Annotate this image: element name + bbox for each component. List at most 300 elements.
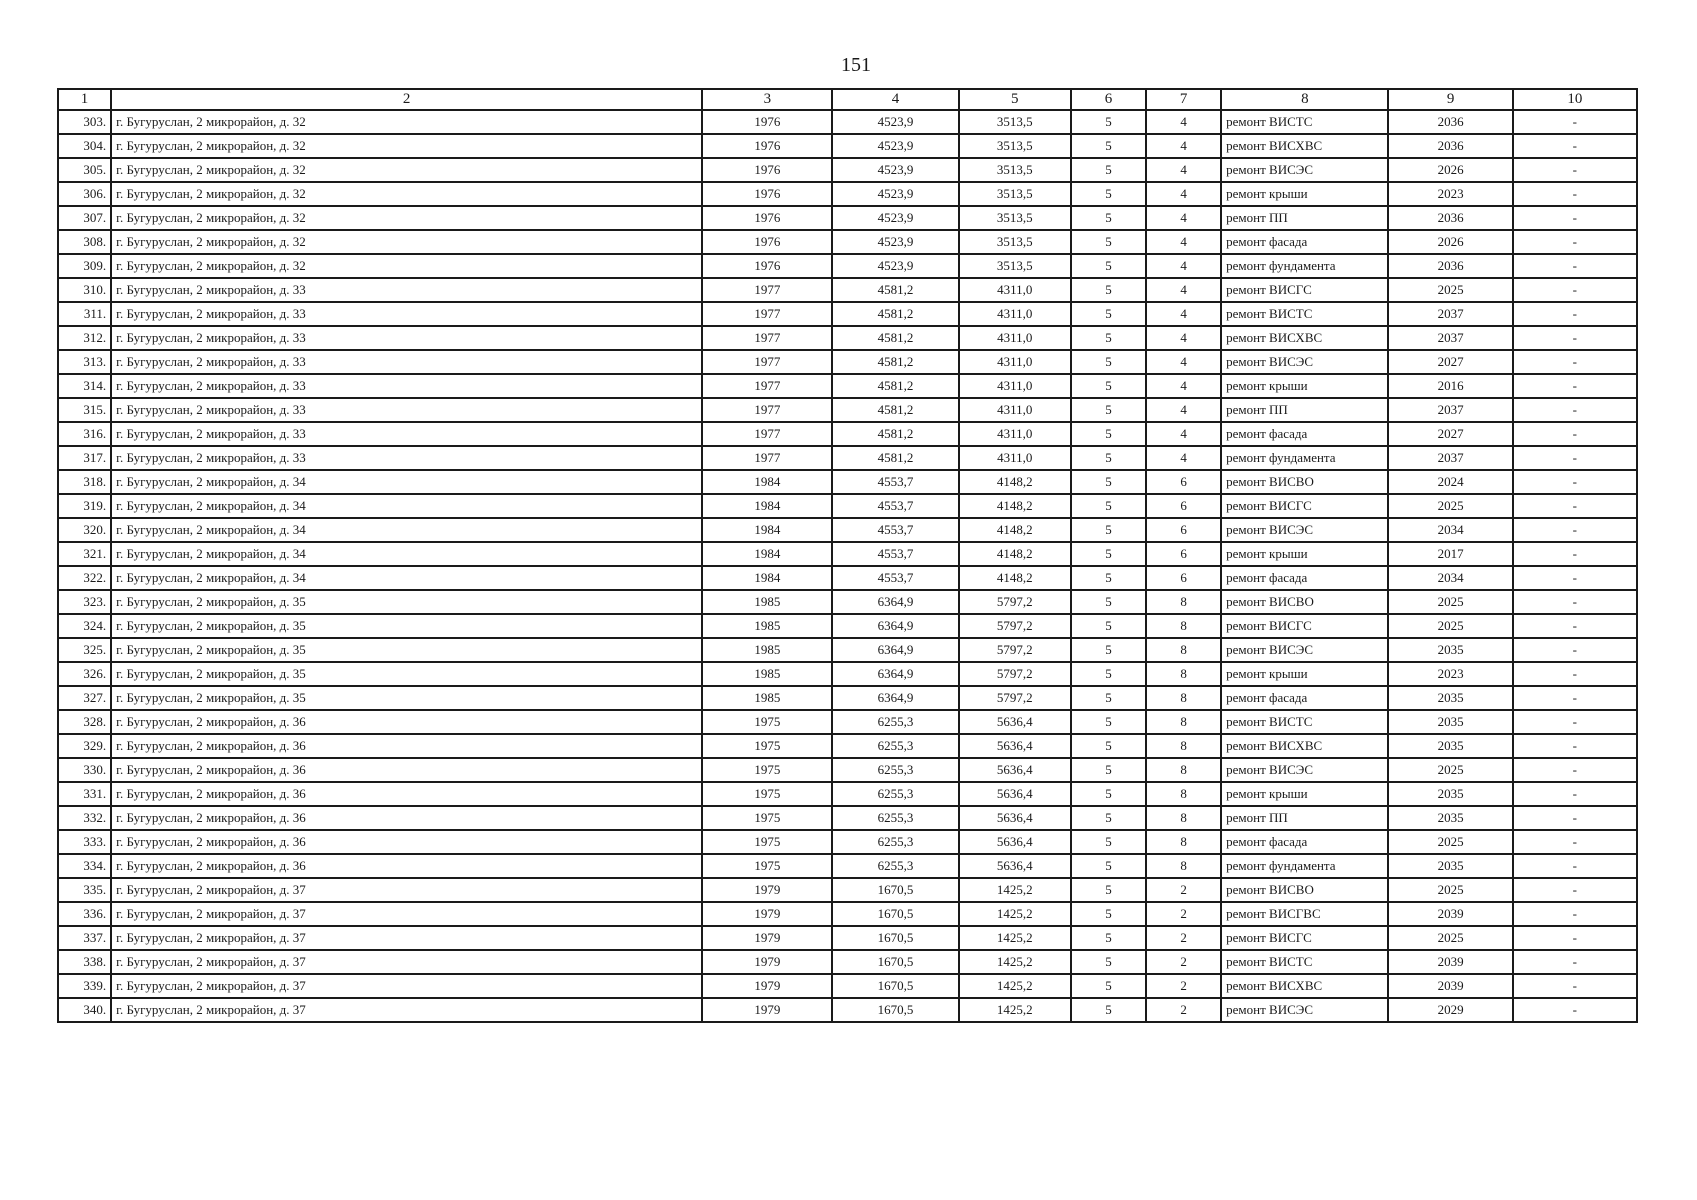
planned-year-cell: 2035 [1388,854,1512,878]
year-built-cell: 1976 [702,230,832,254]
total-area-cell: 6364,9 [832,638,958,662]
living-area-cell: 1425,2 [959,974,1071,998]
address-cell: г. Бугуруслан, 2 микрорайон, д. 35 [111,590,702,614]
note-cell: - [1513,446,1637,470]
row-number-cell: 311. [58,302,111,326]
row-number-cell: 327. [58,686,111,710]
planned-year-cell: 2025 [1388,614,1512,638]
address-cell: г. Бугуруслан, 2 микрорайон, д. 36 [111,830,702,854]
year-built-cell: 1977 [702,326,832,350]
table-row [58,758,1637,782]
work-type-cell: ремонт фасада [1221,686,1388,710]
total-area-cell: 4523,9 [832,254,958,278]
entrances-cell: 4 [1146,158,1221,182]
total-area-cell: 1670,5 [832,926,958,950]
living-area-cell: 3513,5 [959,230,1071,254]
note-cell: - [1513,902,1637,926]
total-area-cell: 4553,7 [832,518,958,542]
note-cell: - [1513,686,1637,710]
living-area-cell: 5636,4 [959,782,1071,806]
entrances-cell: 8 [1146,854,1221,878]
year-built-cell: 1975 [702,854,832,878]
year-built-cell: 1985 [702,614,832,638]
entrances-cell: 4 [1146,278,1221,302]
row-number-cell: 340. [58,998,111,1022]
total-area-cell: 4581,2 [832,326,958,350]
note-cell: - [1513,518,1637,542]
address-cell: г. Бугуруслан, 2 микрорайон, д. 32 [111,158,702,182]
address-cell: г. Бугуруслан, 2 микрорайон, д. 36 [111,758,702,782]
address-cell: г. Бугуруслан, 2 микрорайон, д. 37 [111,950,702,974]
planned-year-cell: 2025 [1388,926,1512,950]
living-area-cell: 1425,2 [959,878,1071,902]
floors-cell: 5 [1071,566,1146,590]
entrances-cell: 2 [1146,950,1221,974]
address-cell: г. Бугуруслан, 2 микрорайон, д. 35 [111,662,702,686]
year-built-cell: 1979 [702,878,832,902]
total-area-cell: 6364,9 [832,662,958,686]
floors-cell: 5 [1071,374,1146,398]
address-cell: г. Бугуруслан, 2 микрорайон, д. 33 [111,350,702,374]
planned-year-cell: 2036 [1388,206,1512,230]
living-area-cell: 3513,5 [959,182,1071,206]
work-type-cell: ремонт крыши [1221,662,1388,686]
column-header: 6 [1071,89,1146,110]
work-type-cell: ремонт ВИСГС [1221,926,1388,950]
row-number-cell: 313. [58,350,111,374]
entrances-cell: 4 [1146,374,1221,398]
total-area-cell: 4523,9 [832,134,958,158]
floors-cell: 5 [1071,926,1146,950]
address-cell: г. Бугуруслан, 2 микрорайон, д. 34 [111,566,702,590]
year-built-cell: 1979 [702,950,832,974]
note-cell: - [1513,110,1637,134]
table-row [58,158,1637,182]
row-number-cell: 329. [58,734,111,758]
living-area-cell: 5797,2 [959,590,1071,614]
column-header: 3 [702,89,832,110]
work-type-cell: ремонт ПП [1221,398,1388,422]
note-cell: - [1513,998,1637,1022]
floors-cell: 5 [1071,206,1146,230]
column-header: 7 [1146,89,1221,110]
work-type-cell: ремонт ВИСГС [1221,494,1388,518]
address-cell: г. Бугуруслан, 2 микрорайон, д. 37 [111,878,702,902]
table-row [58,350,1637,374]
table-row [58,950,1637,974]
address-cell: г. Бугуруслан, 2 микрорайон, д. 34 [111,470,702,494]
table-row [58,278,1637,302]
work-type-cell: ремонт ВИСХВС [1221,326,1388,350]
row-number-cell: 337. [58,926,111,950]
total-area-cell: 4581,2 [832,278,958,302]
entrances-cell: 2 [1146,974,1221,998]
planned-year-cell: 2039 [1388,902,1512,926]
table-row [58,206,1637,230]
table-row [58,374,1637,398]
living-area-cell: 1425,2 [959,950,1071,974]
row-number-cell: 324. [58,614,111,638]
address-cell: г. Бугуруслан, 2 микрорайон, д. 37 [111,926,702,950]
table-row [58,398,1637,422]
living-area-cell: 5636,4 [959,854,1071,878]
row-number-cell: 335. [58,878,111,902]
row-number-cell: 339. [58,974,111,998]
work-type-cell: ремонт ВИСВО [1221,878,1388,902]
floors-cell: 5 [1071,782,1146,806]
entrances-cell: 6 [1146,566,1221,590]
entrances-cell: 2 [1146,926,1221,950]
row-number-cell: 330. [58,758,111,782]
table-row [58,566,1637,590]
note-cell: - [1513,182,1637,206]
year-built-cell: 1975 [702,782,832,806]
floors-cell: 5 [1071,854,1146,878]
note-cell: - [1513,134,1637,158]
total-area-cell: 4523,9 [832,206,958,230]
total-area-cell: 6255,3 [832,758,958,782]
row-number-cell: 308. [58,230,111,254]
living-area-cell: 3513,5 [959,134,1071,158]
address-cell: г. Бугуруслан, 2 микрорайон, д. 37 [111,902,702,926]
planned-year-cell: 2023 [1388,662,1512,686]
floors-cell: 5 [1071,134,1146,158]
address-cell: г. Бугуруслан, 2 микрорайон, д. 33 [111,446,702,470]
table-row [58,854,1637,878]
planned-year-cell: 2035 [1388,686,1512,710]
address-cell: г. Бугуруслан, 2 микрорайон, д. 33 [111,278,702,302]
planned-year-cell: 2037 [1388,326,1512,350]
floors-cell: 5 [1071,230,1146,254]
total-area-cell: 4553,7 [832,542,958,566]
note-cell: - [1513,878,1637,902]
total-area-cell: 1670,5 [832,950,958,974]
work-type-cell: ремонт ВИСЭС [1221,518,1388,542]
work-type-cell: ремонт крыши [1221,542,1388,566]
living-area-cell: 5797,2 [959,686,1071,710]
entrances-cell: 6 [1146,470,1221,494]
living-area-cell: 4311,0 [959,350,1071,374]
note-cell: - [1513,302,1637,326]
floors-cell: 5 [1071,254,1146,278]
row-number-cell: 326. [58,662,111,686]
entrances-cell: 8 [1146,734,1221,758]
total-area-cell: 4581,2 [832,350,958,374]
year-built-cell: 1975 [702,758,832,782]
year-built-cell: 1977 [702,374,832,398]
living-area-cell: 4311,0 [959,302,1071,326]
note-cell: - [1513,638,1637,662]
address-cell: г. Бугуруслан, 2 микрорайон, д. 37 [111,998,702,1022]
floors-cell: 5 [1071,494,1146,518]
floors-cell: 5 [1071,878,1146,902]
work-type-cell: ремонт ВИСХВС [1221,974,1388,998]
total-area-cell: 4523,9 [832,158,958,182]
planned-year-cell: 2035 [1388,638,1512,662]
total-area-cell: 4581,2 [832,374,958,398]
table-row [58,110,1637,134]
total-area-cell: 6255,3 [832,806,958,830]
floors-cell: 5 [1071,974,1146,998]
table-row [58,494,1637,518]
living-area-cell: 4311,0 [959,278,1071,302]
row-number-cell: 312. [58,326,111,350]
entrances-cell: 6 [1146,494,1221,518]
planned-year-cell: 2026 [1388,230,1512,254]
entrances-cell: 4 [1146,326,1221,350]
floors-cell: 5 [1071,830,1146,854]
living-area-cell: 5797,2 [959,662,1071,686]
table-row [58,134,1637,158]
entrances-cell: 4 [1146,398,1221,422]
year-built-cell: 1979 [702,974,832,998]
planned-year-cell: 2016 [1388,374,1512,398]
note-cell: - [1513,566,1637,590]
living-area-cell: 1425,2 [959,926,1071,950]
living-area-cell: 3513,5 [959,206,1071,230]
row-number-cell: 309. [58,254,111,278]
floors-cell: 5 [1071,710,1146,734]
floors-cell: 5 [1071,326,1146,350]
table-row [58,878,1637,902]
address-cell: г. Бугуруслан, 2 микрорайон, д. 32 [111,254,702,278]
living-area-cell: 4148,2 [959,566,1071,590]
entrances-cell: 4 [1146,110,1221,134]
floors-cell: 5 [1071,806,1146,830]
living-area-cell: 5636,4 [959,806,1071,830]
column-header: 5 [959,89,1071,110]
work-type-cell: ремонт ВИСГВС [1221,902,1388,926]
address-cell: г. Бугуруслан, 2 микрорайон, д. 32 [111,230,702,254]
work-type-cell: ремонт ВИСЭС [1221,350,1388,374]
table-row [58,782,1637,806]
note-cell: - [1513,734,1637,758]
year-built-cell: 1976 [702,254,832,278]
total-area-cell: 4523,9 [832,230,958,254]
work-type-cell: ремонт фасада [1221,422,1388,446]
total-area-cell: 1670,5 [832,878,958,902]
total-area-cell: 6255,3 [832,710,958,734]
planned-year-cell: 2037 [1388,302,1512,326]
table-row [58,182,1637,206]
year-built-cell: 1979 [702,926,832,950]
table-row [58,542,1637,566]
total-area-cell: 4581,2 [832,446,958,470]
note-cell: - [1513,326,1637,350]
floors-cell: 5 [1071,278,1146,302]
entrances-cell: 8 [1146,662,1221,686]
column-header: 2 [111,89,702,110]
note-cell: - [1513,398,1637,422]
floors-cell: 5 [1071,758,1146,782]
living-area-cell: 1425,2 [959,998,1071,1022]
year-built-cell: 1985 [702,686,832,710]
work-type-cell: ремонт фасада [1221,566,1388,590]
page-number: 151 [841,54,871,76]
year-built-cell: 1977 [702,398,832,422]
work-type-cell: ремонт ВИСХВС [1221,134,1388,158]
total-area-cell: 4553,7 [832,470,958,494]
year-built-cell: 1977 [702,446,832,470]
table-row [58,902,1637,926]
row-number-cell: 310. [58,278,111,302]
planned-year-cell: 2034 [1388,518,1512,542]
year-built-cell: 1985 [702,662,832,686]
work-type-cell: ремонт ВИСТС [1221,110,1388,134]
entrances-cell: 8 [1146,758,1221,782]
entrances-cell: 6 [1146,518,1221,542]
floors-cell: 5 [1071,590,1146,614]
floors-cell: 5 [1071,950,1146,974]
entrances-cell: 8 [1146,590,1221,614]
living-area-cell: 1425,2 [959,902,1071,926]
work-type-cell: ремонт крыши [1221,374,1388,398]
floors-cell: 5 [1071,542,1146,566]
work-type-cell: ремонт фундамента [1221,854,1388,878]
column-header: 9 [1388,89,1512,110]
address-cell: г. Бугуруслан, 2 микрорайон, д. 33 [111,422,702,446]
row-number-cell: 333. [58,830,111,854]
planned-year-cell: 2036 [1388,134,1512,158]
table-row [58,926,1637,950]
table-row [58,254,1637,278]
planned-year-cell: 2035 [1388,806,1512,830]
work-type-cell: ремонт ВИСВО [1221,590,1388,614]
living-area-cell: 5636,4 [959,710,1071,734]
address-cell: г. Бугуруслан, 2 микрорайон, д. 34 [111,542,702,566]
year-built-cell: 1976 [702,134,832,158]
total-area-cell: 6255,3 [832,782,958,806]
table-row [58,518,1637,542]
note-cell: - [1513,974,1637,998]
repair-schedule-table [57,88,1638,1023]
table-row [58,710,1637,734]
planned-year-cell: 2025 [1388,758,1512,782]
note-cell: - [1513,830,1637,854]
entrances-cell: 6 [1146,542,1221,566]
note-cell: - [1513,662,1637,686]
table-row [58,446,1637,470]
entrances-cell: 4 [1146,230,1221,254]
row-number-cell: 306. [58,182,111,206]
note-cell: - [1513,278,1637,302]
planned-year-cell: 2024 [1388,470,1512,494]
total-area-cell: 4523,9 [832,110,958,134]
year-built-cell: 1975 [702,710,832,734]
note-cell: - [1513,374,1637,398]
entrances-cell: 4 [1146,350,1221,374]
year-built-cell: 1984 [702,470,832,494]
note-cell: - [1513,350,1637,374]
table-row [58,830,1637,854]
planned-year-cell: 2035 [1388,782,1512,806]
planned-year-cell: 2036 [1388,254,1512,278]
planned-year-cell: 2023 [1388,182,1512,206]
planned-year-cell: 2025 [1388,494,1512,518]
work-type-cell: ремонт фундамента [1221,254,1388,278]
planned-year-cell: 2039 [1388,950,1512,974]
table-row [58,638,1637,662]
address-cell: г. Бугуруслан, 2 микрорайон, д. 34 [111,518,702,542]
row-number-cell: 331. [58,782,111,806]
year-built-cell: 1979 [702,998,832,1022]
address-cell: г. Бугуруслан, 2 микрорайон, д. 36 [111,806,702,830]
address-cell: г. Бугуруслан, 2 микрорайон, д. 33 [111,374,702,398]
address-cell: г. Бугуруслан, 2 микрорайон, д. 37 [111,974,702,998]
address-cell: г. Бугуруслан, 2 микрорайон, д. 33 [111,302,702,326]
column-header: 4 [832,89,958,110]
table-row [58,974,1637,998]
floors-cell: 5 [1071,470,1146,494]
address-cell: г. Бугуруслан, 2 микрорайон, д. 35 [111,614,702,638]
note-cell: - [1513,710,1637,734]
note-cell: - [1513,950,1637,974]
entrances-cell: 4 [1146,302,1221,326]
address-cell: г. Бугуруслан, 2 микрорайон, д. 32 [111,134,702,158]
entrances-cell: 8 [1146,686,1221,710]
entrances-cell: 8 [1146,710,1221,734]
row-number-cell: 317. [58,446,111,470]
work-type-cell: ремонт фасада [1221,230,1388,254]
address-cell: г. Бугуруслан, 2 микрорайон, д. 35 [111,638,702,662]
address-cell: г. Бугуруслан, 2 микрорайон, д. 33 [111,398,702,422]
column-header: 1 [58,89,111,110]
work-type-cell: ремонт ПП [1221,806,1388,830]
total-area-cell: 4553,7 [832,566,958,590]
year-built-cell: 1977 [702,422,832,446]
living-area-cell: 5636,4 [959,758,1071,782]
year-built-cell: 1975 [702,830,832,854]
table-row [58,302,1637,326]
note-cell: - [1513,614,1637,638]
planned-year-cell: 2026 [1388,158,1512,182]
floors-cell: 5 [1071,158,1146,182]
entrances-cell: 8 [1146,806,1221,830]
row-number-cell: 338. [58,950,111,974]
total-area-cell: 6364,9 [832,686,958,710]
living-area-cell: 4311,0 [959,422,1071,446]
planned-year-cell: 2039 [1388,974,1512,998]
living-area-cell: 4311,0 [959,374,1071,398]
entrances-cell: 4 [1146,446,1221,470]
total-area-cell: 4523,9 [832,182,958,206]
row-number-cell: 303. [58,110,111,134]
living-area-cell: 4148,2 [959,542,1071,566]
work-type-cell: ремонт ВИСТС [1221,950,1388,974]
floors-cell: 5 [1071,902,1146,926]
planned-year-cell: 2025 [1388,590,1512,614]
living-area-cell: 4311,0 [959,326,1071,350]
row-number-cell: 315. [58,398,111,422]
work-type-cell: ремонт ВИСТС [1221,710,1388,734]
work-type-cell: ремонт ВИСЭС [1221,158,1388,182]
living-area-cell: 5797,2 [959,614,1071,638]
note-cell: - [1513,854,1637,878]
note-cell: - [1513,542,1637,566]
work-type-cell: ремонт ВИСХВС [1221,734,1388,758]
entrances-cell: 8 [1146,614,1221,638]
planned-year-cell: 2025 [1388,830,1512,854]
year-built-cell: 1975 [702,734,832,758]
work-type-cell: ремонт ВИСГС [1221,278,1388,302]
planned-year-cell: 2025 [1388,878,1512,902]
row-number-cell: 328. [58,710,111,734]
address-cell: г. Бугуруслан, 2 микрорайон, д. 36 [111,782,702,806]
year-built-cell: 1977 [702,350,832,374]
planned-year-cell: 2034 [1388,566,1512,590]
row-number-cell: 322. [58,566,111,590]
entrances-cell: 2 [1146,998,1221,1022]
